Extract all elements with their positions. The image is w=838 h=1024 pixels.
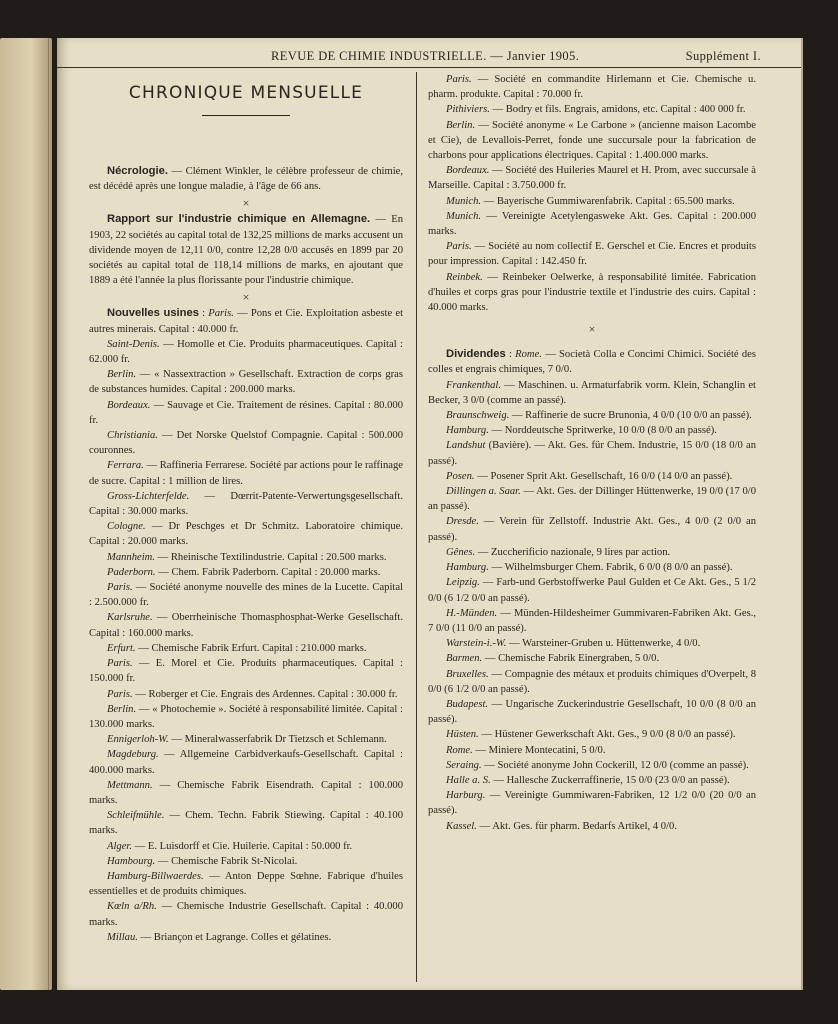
- list-item: [89, 610, 403, 640]
- list-item: [89, 899, 403, 929]
- left-column: [89, 72, 403, 945]
- list-item: [89, 732, 403, 747]
- entry-text: — « Nassextraction » Gesellschaft. Extraction de corps gras de substances humides. Capital : 200.000 marks.: [89, 369, 403, 396]
- entry-text: — Det Norske Quelstof Compagnie. Capital : 500.000 couronnes.: [89, 430, 403, 457]
- entry-text: — Chemische Fabrik Einergraben, 5 0/0.: [482, 653, 660, 665]
- rapport-paragraph: [89, 212, 403, 288]
- rapport-heading: Rapport sur l'industrie chimique en Allemagne.: [107, 213, 371, 226]
- list-item: [428, 545, 756, 560]
- entry-text: — Homolle et Cie. Produits pharmaceutiques. Capital : 62.000 fr.: [89, 338, 403, 366]
- list-item: [428, 606, 756, 636]
- entry-text: — Anton Deppe Sœhne. Fabrique d'huiles essentielles et de produits chimiques.: [89, 870, 403, 898]
- column-divider: [416, 72, 417, 982]
- list-item: [428, 118, 756, 164]
- entry-place: Barmen.: [446, 653, 483, 665]
- entry-place: Dresde.: [446, 516, 479, 528]
- entry-text: — Hüstener Gewerkschaft Akt. Ges., 9 0/0 (8 0/0 an passé).: [478, 729, 736, 741]
- running-head: [57, 45, 801, 68]
- entry-place: Mannheim.: [107, 551, 155, 563]
- list-item: [89, 550, 403, 565]
- entry-text: — Société anonyme John Cockerill, 12 0/0 (comme an passé).: [481, 759, 749, 771]
- entry-text: — Société en commandite Hirlemann et Cie. Chemische u. pharm. produkte. Capital : 70.000 fr.: [428, 74, 756, 101]
- entry-text: — Mineralwasserfabrik Dr Tietzsch et Schlemann.: [168, 734, 387, 746]
- list-item: [428, 758, 756, 773]
- entry-place: Paderborn.: [107, 566, 156, 578]
- entry-place: Bordeaux.: [107, 399, 151, 411]
- title-block: [89, 72, 403, 164]
- list-item: [89, 687, 403, 702]
- entry-text: — Posener Sprit Akt. Gesellschaft, 16 0/0 (14 0/0 an passé).: [474, 470, 733, 482]
- list-item: [428, 743, 756, 758]
- list-item: [89, 930, 403, 945]
- entry-place: Paris.: [208, 308, 234, 320]
- entry-text: — E. Luisdorff et Cie. Huilerie. Capital : 50.000 fr.: [132, 840, 353, 852]
- list-item: [89, 641, 403, 656]
- entry-place: Posen.: [446, 470, 475, 482]
- list-item: [428, 773, 756, 788]
- entry-text: — Dœrrit-Patente-Verwertungsgesellschaft. Capital : 30.000 marks.: [89, 490, 403, 518]
- list-item: [428, 484, 756, 514]
- necrologie-paragraph: [89, 164, 403, 194]
- list-item: [428, 163, 756, 193]
- list-item: [89, 580, 403, 610]
- entry-text: — Chemische Fabrik St-Nicolai.: [155, 855, 298, 867]
- entry-place: Frankenthal.: [446, 379, 502, 391]
- entry-text: — Briançon et Lagrange. Colles et gélatines.: [137, 931, 332, 943]
- list-item: [89, 565, 403, 580]
- entry-place: Harburg.: [446, 790, 486, 802]
- list-item: [428, 697, 756, 727]
- entry-text: — Chem. Techn. Fabrik Stiewing. Capital : 40.100 marks.: [89, 810, 403, 837]
- section-separator: ×: [242, 290, 250, 305]
- entry-place: Berlin.: [446, 119, 476, 131]
- list-item: [89, 778, 403, 808]
- list-item: [89, 458, 403, 488]
- list-item: [428, 72, 756, 102]
- dividendes-heading: Dividendes: [446, 348, 506, 361]
- entry-text: — E. Morel et Cie. Produits pharmaceutiques. Capital : 150.000 fr.: [89, 658, 403, 685]
- entry-place: Kœln a/Rh.: [107, 901, 157, 913]
- right-column: [428, 72, 756, 834]
- list-item: [89, 398, 403, 428]
- entry-place: Munich.: [446, 210, 482, 222]
- list-item: [428, 194, 756, 209]
- entry-place: Pithiviers.: [446, 104, 490, 116]
- list-item: [89, 808, 403, 838]
- entry-place: Hamburg-Billwaerdes.: [107, 870, 204, 882]
- entry-text: — Chemische Fabrik Eisendrath. Capital : 100.000 marks.: [89, 779, 403, 806]
- list-item: [428, 667, 756, 697]
- entry-text: — Raffineria Ferrarese. Société par actions pour le raffinage de sucre. Capital : 1 million de lires.: [89, 460, 403, 487]
- entry-text: — Pons et Cie. Exploitation asbeste et autres minerais. Capital : 40.000 fr.: [89, 308, 404, 335]
- list-item: [89, 839, 403, 854]
- entry-text: — Rheinische Textilindustrie. Capital : 20.500 marks.: [154, 551, 387, 563]
- entry-place: Paris.: [107, 582, 133, 594]
- entry-place: Bruxelles.: [446, 668, 489, 680]
- usines-list: [89, 337, 403, 945]
- entry-text: — Wilhelmsburger Chem. Fabrik, 6 0/0 (8 0/0 an passé).: [488, 562, 733, 574]
- entry-place: Schleifmühle.: [107, 810, 165, 822]
- list-item: [428, 788, 756, 818]
- list-item: [428, 102, 756, 117]
- previous-page-edge: [0, 38, 52, 990]
- section-separator: ×: [588, 322, 596, 337]
- necrologie-text: — Clément Winkler, le célèbre professeur de chimie, est décédé après une longue maladie, à l'âge de 66 ans.: [89, 166, 403, 193]
- dividendes-first-paragraph: [428, 347, 756, 377]
- entry-place: Hambourg.: [107, 855, 156, 867]
- supplement-label: Supplément I.: [685, 49, 761, 63]
- list-item: [428, 636, 756, 651]
- entry-text: — Chem. Fabrik Paderborn. Capital : 20.000 marks.: [155, 566, 381, 578]
- entry-text: — Farb-und Gerbstoffwerke Paul Gulden et Ce Akt. Ges., 5 1/2 0/0 (6 1/2 0/0 an passé).: [428, 577, 756, 604]
- entry-text: — Verein für Zellstoff. Industrie Akt. Ges., 4 0/0 (2 0/0 an passé).: [428, 516, 756, 543]
- entry-text: — Société des Huileries Maurel et H. Prom, avec succursale à Marseille. Capital : 3.750.000 fr.: [428, 165, 756, 192]
- list-item: [89, 747, 403, 777]
- necrologie-heading: Nécrologie.: [107, 165, 168, 177]
- list-item: [428, 575, 756, 605]
- list-item: [89, 428, 403, 458]
- entry-place: Kassel.: [446, 820, 477, 832]
- entry-text: — Akt. Ges. der Dillinger Hüttenwerke, 19 0/0 (17 0/0 an passé).: [428, 486, 756, 513]
- entry-text: — Société anonyme nouvelle des mines de la Lucette. Capital : 2.500.000 fr.: [89, 582, 403, 609]
- entry-place: Warstein-i.-W.: [446, 638, 507, 650]
- entry-text: — Vereinigte Acetylengasweke Akt. Ges. Capital : 200.000 marks.: [428, 210, 756, 238]
- usines-continued-list: [428, 72, 756, 315]
- list-item: [428, 423, 756, 438]
- list-item: [428, 469, 756, 484]
- entry-place: Hüsten.: [446, 729, 479, 741]
- entry-place: Erfurt.: [107, 642, 136, 654]
- entry-place: Magdeburg.: [107, 749, 159, 761]
- list-item: [428, 239, 756, 269]
- entry-text: — Société anonyme « Le Carbone » (ancienne maison Lacombe et Cie), de Levallois-Perret, fonde une succursale pour la fabrication de charbons pour applications électriques. Capital : 1.400.000 marks.: [428, 119, 756, 162]
- entry-place: Paris.: [446, 74, 472, 85]
- entry-place: Hamburg.: [446, 562, 489, 574]
- entry-text: — Warsteiner-Gruben u. Hüttenwerke, 4 0/0.: [506, 638, 701, 650]
- entry-text: — Sauvage et Cie. Traitement de résines. Capital : 80.000 fr.: [89, 399, 403, 426]
- list-item: [89, 702, 403, 732]
- entry-place: Gross-Lichterfelde.: [107, 490, 190, 502]
- list-item: [428, 727, 756, 742]
- list-item: [89, 869, 403, 899]
- entry-place: Karlsruhe.: [107, 612, 153, 624]
- page-title: CHRONIQUE MENSUELLE: [128, 83, 364, 103]
- entry-text: — Norddeutsche Spritwerke, 10 0/0 (8 0/0 an passé).: [488, 425, 717, 437]
- entry-place: Paris.: [446, 241, 472, 253]
- entry-place: Saint-Denis.: [107, 338, 160, 350]
- entry-text: — Roberger et Cie. Engrais des Ardennes. Capital : 30.000 fr.: [132, 688, 398, 700]
- rapport-text: — En 1903, 22 sociétés au capital total de 132,25 millions de marks accusent un dividende moyen de 12,11 0/0, contre 12,28 0/0 accusés en 1899 par 20 sociétés au capital total de 118,14 millions de marks, en ajoutant que 1889 a été l'année la plus florissante pour l'industrie chimique.: [89, 214, 403, 287]
- dividendes-list: [428, 378, 756, 834]
- entry-place: Christiania.: [107, 430, 158, 442]
- entry-place: Paris.: [107, 688, 133, 700]
- entry-place: Ferrara.: [107, 460, 144, 472]
- entry-place: Paris.: [107, 658, 133, 670]
- entry-text: — Société au nom collectif E. Gerschel et Cie. Encres et produits pour impression. Capital : 142.450 fr.: [428, 241, 756, 268]
- usines-colon: :: [198, 308, 209, 320]
- list-item: [89, 656, 403, 686]
- title-rule: [202, 115, 290, 116]
- list-item: [428, 378, 756, 408]
- entry-text: — Dr Peschges et Dr Schmitz. Laboratoire chimique. Capital : 20.000 marks.: [89, 521, 403, 548]
- entry-text: — Vereinigte Gummiwaren-Fabriken, 12 1/2 0/0 (20 0/0 an passé).: [428, 790, 756, 817]
- entry-text: — Hallesche Zuckerraffinerie, 15 0/0 (23 0/0 an passé).: [490, 774, 730, 786]
- entry-text: — Compagnie des métaux et produits chimiques d'Overpelt, 8 0/0 (6 1/2 0/0 an passé).: [428, 668, 756, 695]
- entry-place: Ennigerloh-W.: [107, 734, 169, 746]
- entry-place: Mettmann.: [107, 779, 153, 791]
- entry-place: H.-Münden.: [446, 607, 498, 619]
- entry-place: Cologne.: [107, 521, 146, 533]
- entry-text: (Bavière). — Akt. Ges. für Chem. Industrie, 15 0/0 (18 0/0 an passé).: [428, 440, 756, 467]
- entry-text: — Raffinerie de sucre Brunonia, 4 0/0 (10 0/0 an passé).: [509, 410, 752, 422]
- list-item: [428, 438, 756, 468]
- entry-place: Gênes.: [446, 546, 476, 558]
- entry-text: — Zuccherificio nazionale, 9 lires par action.: [475, 546, 671, 558]
- list-item: [428, 408, 756, 423]
- entry-place: Berlin.: [107, 369, 137, 381]
- running-title: REVUE DE CHIMIE INDUSTRIELLE. — Janvier 1905.: [271, 49, 580, 63]
- list-item: [89, 367, 403, 397]
- entry-place: Bordeaux.: [446, 165, 490, 177]
- entry-text: — Chemische Industrie Gesellschaft. Capital : 40.000 marks.: [89, 901, 403, 928]
- list-item: [428, 651, 756, 666]
- entry-place: Hamburg.: [446, 425, 489, 437]
- entry-place: Budapest.: [446, 698, 489, 710]
- list-item: [428, 209, 756, 239]
- usines-first-paragraph: [89, 306, 403, 336]
- entry-place: Seraing.: [446, 759, 482, 771]
- entry-place: Halle a. S.: [446, 774, 491, 786]
- entry-text: — Münden-Hildesheimer Gummivaren-Fabriken Akt. Ges., 7 0/0 (11 0/0 an passé).: [428, 607, 756, 634]
- entry-text: — Akt. Ges. für pharm. Bedarfs Artikel, 4 0/0.: [476, 820, 677, 832]
- entry-place: Rome.: [446, 744, 473, 756]
- list-item: [428, 270, 756, 316]
- list-item: [89, 854, 403, 869]
- entry-text: — Allgemeine Carbidverkaufs-Gesellschaft. Capital : 400.000 marks.: [89, 749, 403, 776]
- section-separator: ×: [242, 196, 250, 211]
- entry-text: — Società Colla e Concimi Chimici. Société des colles et engrais chimiques, 7 0/0.: [428, 349, 756, 376]
- list-item: [428, 560, 756, 575]
- entry-place: Berlin.: [107, 703, 137, 715]
- entry-text: — Maschinen. u. Armaturfabrik vorm. Klein, Schanglin et Becker, 3 0/0 (comme an passé).: [428, 379, 756, 406]
- list-item: [428, 819, 756, 834]
- list-item: [89, 337, 403, 367]
- entry-place: Landshut: [446, 440, 486, 452]
- entry-text: — Ungarische Zuckerindustrie Gesellschaft, 10 0/0 (8 0/0 an passé).: [428, 698, 756, 726]
- dividendes-colon: :: [505, 349, 516, 361]
- entry-place: Leipzig.: [446, 577, 480, 589]
- entry-text: — Bayerische Gummiwarenfabrik. Capital : 65.500 marks.: [481, 195, 735, 207]
- entry-text: — « Photochemie ». Société à responsabilité limitée. Capital : 130.000 marks.: [89, 703, 403, 730]
- entry-text: — Bodry et fils. Engrais, amidons, etc. Capital : 400 000 fr.: [489, 104, 746, 116]
- usines-heading: Nouvelles usines: [107, 307, 199, 320]
- entry-place: Rome.: [515, 349, 542, 361]
- entry-place: Munich.: [446, 195, 482, 207]
- entry-text: — Miniere Montecatini, 5 0/0.: [472, 744, 606, 756]
- list-item: [89, 489, 403, 519]
- entry-place: Alger.: [107, 840, 133, 852]
- entry-place: Millau.: [107, 931, 138, 943]
- list-item: [89, 519, 403, 549]
- entry-place: Braunschweig.: [446, 410, 510, 422]
- entry-place: Dillingen a. Saar.: [446, 486, 521, 498]
- entry-text: — Oberrheinische Thomasphosphat-Werke Gesellschaft. Capital : 160.000 marks.: [89, 612, 403, 639]
- entry-text: — Chemische Fabrik Erfurt. Capital : 210.000 marks.: [135, 642, 367, 654]
- journal-page: [57, 38, 801, 990]
- entry-place: Reinbek.: [446, 271, 483, 283]
- list-item: [428, 514, 756, 544]
- entry-text: — Reinbeker Oelwerke, à responsabilité limitée. Fabrication d'huiles et corps gras pour l'industrie textile et l'industrie des cuirs. Capital : 40.000 marks.: [428, 271, 756, 314]
